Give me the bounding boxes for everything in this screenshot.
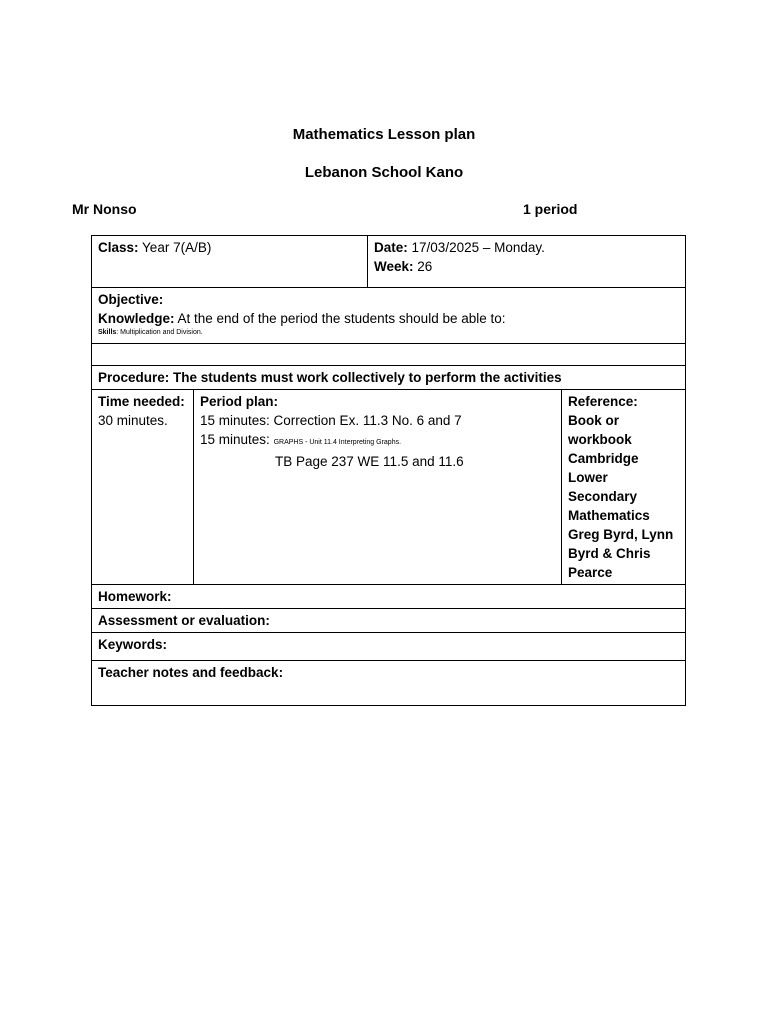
notes-label: Teacher notes and feedback: bbox=[92, 661, 686, 706]
week-value: 26 bbox=[417, 259, 433, 274]
objective-label: Objective: bbox=[98, 292, 164, 307]
reference-cell bbox=[562, 390, 686, 585]
skills-label: Skills bbox=[98, 329, 117, 336]
reference-line: Book or bbox=[568, 413, 620, 428]
period-plan-label: Period plan: bbox=[200, 394, 279, 409]
plan-line-2-prefix: 15 minutes: bbox=[200, 432, 270, 447]
homework-label: Homework: bbox=[92, 585, 686, 609]
class-label: Class: bbox=[98, 240, 139, 255]
reference-line: Byrd & Chris bbox=[568, 546, 651, 561]
time-value: 30 minutes. bbox=[98, 413, 168, 428]
keywords-row bbox=[92, 633, 686, 661]
procedure-text: Procedure: The students must work collectively to perform the activities bbox=[92, 366, 686, 390]
document-title: Mathematics Lesson plan bbox=[292, 126, 476, 143]
blank-cell bbox=[92, 344, 686, 366]
plan-line-1: 15 minutes: Correction Ex. 11.3 No. 6 and 7 bbox=[200, 413, 462, 428]
objective-row bbox=[92, 288, 686, 344]
time-cell bbox=[92, 390, 194, 585]
period-plan-cell bbox=[194, 390, 562, 585]
reference-line: Reference: bbox=[568, 394, 638, 409]
teacher-name: Mr Nonso bbox=[72, 201, 137, 217]
period-count: 1 period bbox=[523, 201, 578, 217]
objective-cell bbox=[92, 288, 686, 344]
class-cell bbox=[92, 236, 368, 288]
knowledge-value: At the end of the period the students should be able to: bbox=[177, 311, 506, 326]
reference-line: Pearce bbox=[568, 565, 613, 580]
reference-line: workbook bbox=[568, 432, 632, 447]
reference-line: Cambridge bbox=[568, 451, 639, 466]
procedure-row bbox=[92, 366, 686, 390]
week-label: Week: bbox=[374, 259, 414, 274]
reference-line: Greg Byrd, Lynn bbox=[568, 527, 674, 542]
notes-row bbox=[92, 661, 686, 706]
time-label: Time needed: bbox=[98, 394, 185, 409]
plan-line-2-small: GRAPHS - Unit 11.4 Interpreting Graphs. bbox=[273, 439, 402, 446]
homework-row bbox=[92, 585, 686, 609]
blank-row bbox=[92, 344, 686, 366]
date-cell bbox=[368, 236, 686, 288]
assessment-row bbox=[92, 609, 686, 633]
plan-line-3: TB Page 237 WE 11.5 and 11.6 bbox=[275, 454, 464, 469]
school-name: Lebanon School Kano bbox=[304, 164, 464, 181]
skills-value: : Multiplication and Division. bbox=[116, 329, 203, 336]
lesson-plan-table bbox=[91, 235, 686, 706]
activity-row bbox=[92, 390, 686, 585]
class-value: Year 7(A/B) bbox=[142, 240, 212, 255]
class-date-row bbox=[92, 236, 686, 288]
date-label: Date: bbox=[374, 240, 408, 255]
date-value: 17/03/2025 – Monday. bbox=[411, 240, 545, 255]
reference-line: Lower Secondary bbox=[568, 470, 638, 504]
assessment-label: Assessment or evaluation: bbox=[92, 609, 686, 633]
knowledge-label: Knowledge: bbox=[98, 311, 175, 326]
keywords-label: Keywords: bbox=[92, 633, 686, 661]
reference-line: Mathematics bbox=[568, 508, 650, 523]
